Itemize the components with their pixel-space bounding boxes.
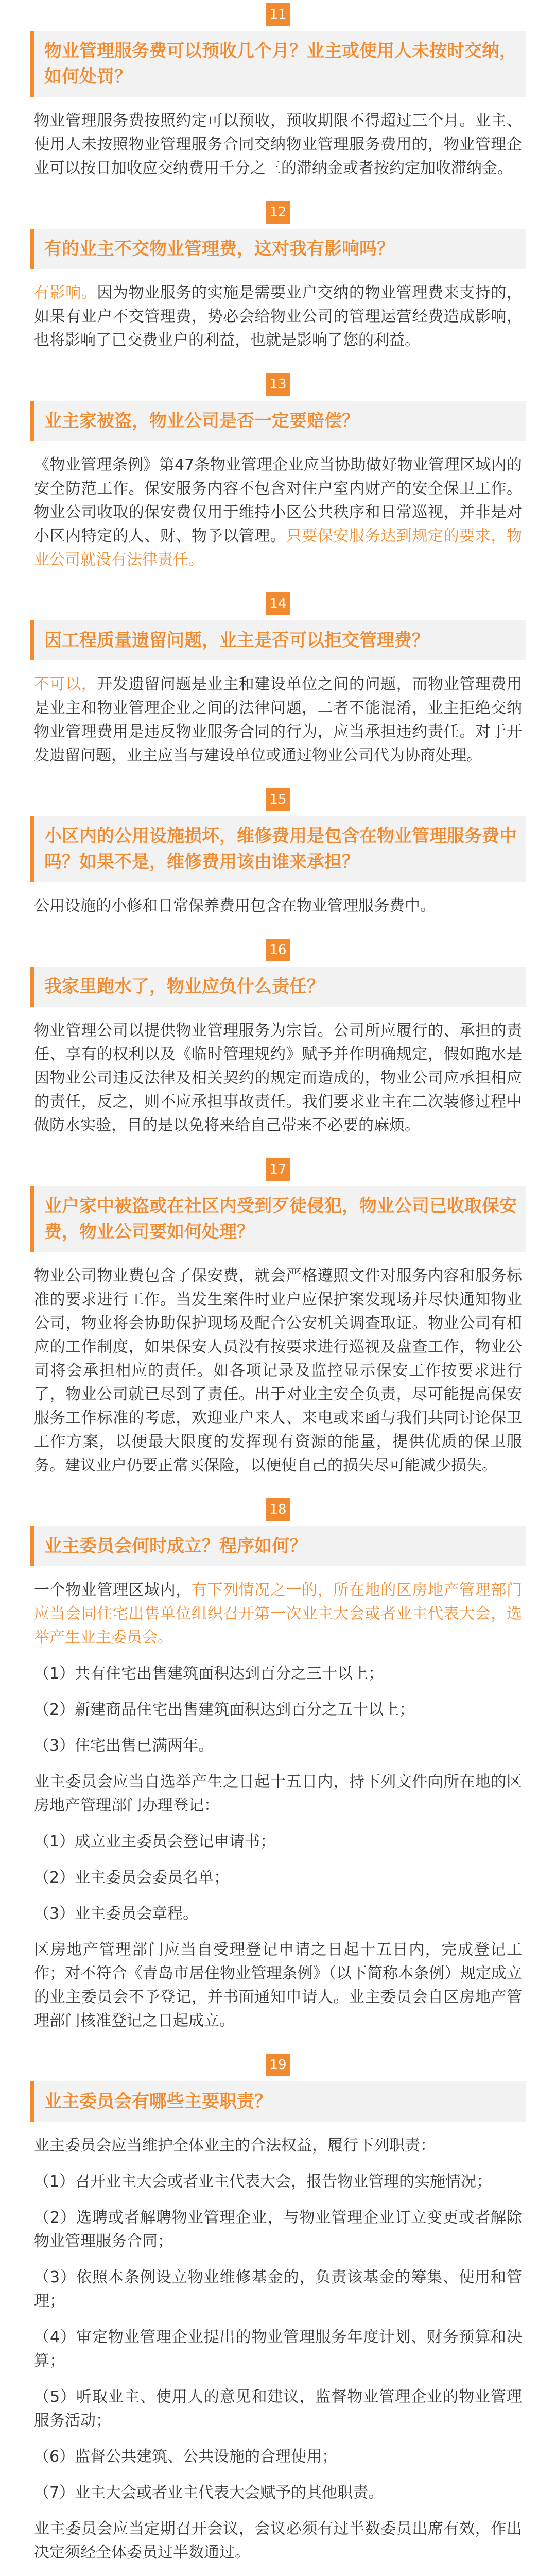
answer-list-item [34,1938,522,2033]
body-text: 物业管理公司以提供物业管理服务为宗旨。公司所应履行的、承担的责任、享有的权利以及《临时管理规约》赋予并作明确规定，假如跑水是因物业公司违反法律及相关契约的规定而造成的，物业公司应承担相应的责任，反之，则不应承担事故责任。我们要求业主在二次装修过程中做防水实验，目的是以免将来给自己带来不必要的麻烦。 [34,1022,522,1134]
body-text: （2）业主委员会委员名单； [34,1869,230,1887]
qa-section [0,939,556,1158]
question-number-wrap [30,373,526,396]
qa-section [0,2054,556,2576]
answer-list-item [34,2385,522,2433]
highlight-text: 有下列情况之一的，所在地的区房地产管理部门应当会同住宅出售单位组织召开第一次业主大会或者业主代表大会，选举产生业主委员会。 [34,1581,522,1647]
section-spacer [30,918,526,939]
body-text: 因为物业服务的实施是需要业户交纳的物业管理费来支持的，如果有业户不交管理费，势必会给物业公司的管理运营经费造成影响，也将影响了已交费业户的利益，也就是影响了您的利益。 [34,284,523,349]
question-number-wrap [30,592,526,615]
body-text: （3）依照本条例设立物业维修基金的，负责该基金的筹集、使用和管理； [34,2268,522,2310]
qa-section [0,1158,556,1498]
body-text: 一个物业管理区域内， [34,1581,192,1599]
body-text: （3）业主委员会章程。 [34,1905,199,1923]
qa-section [0,592,556,788]
question-number-wrap [30,201,526,224]
answer-paragraph [34,1579,522,1650]
body-text: （6）监督公共建筑、公共设施的合理使用； [34,2448,338,2466]
answer-list-item [34,1734,522,1758]
answer-body [34,109,522,180]
question-number-badge: 11 [266,3,290,26]
question-number-badge: 16 [266,939,290,961]
answer-body [34,673,522,768]
answer-list-item [34,2266,522,2313]
answer-paragraph [34,894,522,918]
answer-paragraph [34,1264,522,1478]
body-text: 物业公司物业费包含了保安费，就会严格遵照文件对服务内容和服务标准的要求进行工作。当发生案件时业户应保护案发现场并尽快通知物业公司，物业将会协助保护现场及配合公安机关调查取证。物业公司有相应的工作制度，如果保安人员没有按要求进行巡视及盘查工作，物业公司将会承担相应的责任。如各项记录及监控显示保安工作按要求进行了，物业公司就已尽到了责任。出于对业主安全负责，尽可能提高保安服务工作标准的考虑，欢迎业户来人、来电或来函与我们共同讨论保卫工作方案，以便最大限度的发挥现有资源的能量，提供优质的保卫服务。建议业户仍要正常买保险，以便使自己的损失尽可能减少损失。 [34,1267,522,1475]
answer-list-item [34,2517,522,2565]
section-spacer [30,768,526,788]
question-heading: 业户家中被盗或在社区内受到歹徒侵犯，物业公司已收取保安费，物业公司要如何处理？ [30,1186,526,1252]
answer-list-item [34,1866,522,1890]
question-number-badge: 17 [266,1158,290,1181]
question-number-wrap [30,3,526,26]
answer-list-item [34,1662,522,1686]
answer-list-item [34,1902,522,1926]
answer-paragraph [34,1019,522,1138]
qa-section [0,3,556,201]
highlight-text: 有影响。 [34,284,97,302]
answer-list-item [34,2445,522,2469]
body-text: （7）业主大会或者业主代表大会赋予的其他职责。 [34,2484,384,2502]
qa-section [0,201,556,373]
answer-body [34,894,522,918]
qa-section [0,788,556,939]
answer-list-item [34,1830,522,1854]
answer-list-item [34,2326,522,2373]
section-spacer [30,1138,526,1158]
answer-paragraph [34,673,522,768]
answer-body [34,1019,522,1138]
body-text: 区房地产管理部门应当自受理登记申请之日起十五日内，完成登记工作；对不符合《青岛市居住物业管理条例》（以下简称本条例）规定成立的业主委员会不予登记，并书面通知申请人。业主委员会自区房地产管理部门核准登记之日起成立。 [34,1941,522,2030]
section-spacer [30,180,526,201]
answer-body [34,2134,522,2565]
question-heading: 我家里跑水了，物业应负什么责任？ [30,967,526,1007]
question-heading: 物业管理服务费可以预收几个月？业主或使用人未按时交纳，如何处罚？ [30,31,526,97]
section-spacer [30,572,526,592]
answer-list-item [34,1698,522,1722]
answer-list-item [34,2481,522,2505]
body-text: （5）听取业主、使用人的意见和建议，监督物业管理企业的物业管理服务活动； [34,2388,522,2430]
body-text: 公用设施的小修和日常保养费用包含在物业管理服务费中。 [34,897,436,915]
body-text: 开发遗留问题是业主和建设单位之间的问题，而物业管理费用是业主和物业管理企业之间的法律问题，二者不能混淆，业主拒绝交纳物业管理费用是违反物业服务合同的行为，应当承担违约责任。对于开发遗留问题，业主应当与建设单位或通过物业公司代为协商处理。 [34,675,523,765]
answer-list-item [34,2170,522,2194]
body-text: 物业管理服务费按照约定可以预收，预收期限不得超过三个月。业主、使用人未按照物业管理服务合同交纳物业管理服务费用的，物业管理企业可以按日加收应交纳费用千分之三的滞纳金或者按约定加收滞纳金。 [34,112,522,177]
question-number-wrap [30,788,526,811]
qa-section [0,1498,556,2054]
body-text: （1）召开业主大会或者业主代表大会，报告物业管理的实施情况； [34,2173,492,2191]
question-heading: 因工程质量遗留问题，业主是否可以拒交管理费？ [30,620,526,660]
section-spacer [30,2565,526,2576]
question-heading: 业主委员会有哪些主要职责？ [30,2081,526,2122]
body-text: 业主委员会应当维护全体业主的合法权益，履行下列职责： [34,2137,436,2155]
body-text: 业主委员会应当定期召开会议，会议必须有过半数委员出席有效，作出决定须经全体委员过半数通过。 [34,2520,522,2562]
body-text: 业主委员会应当自选举产生之日起十五日内，持下列文件向所在地的区房地产管理部门办理登记： [34,1773,522,1815]
body-text: 《物业管理条例》第47条物业管理企业应当协助做好物业管理区域内的安全防范工作。保安服务内容不包含对住户室内财产的安全保卫工作。物业公司收取的保安费仅用于维持小区公共秩序和日常巡视，并非是对小区内特定的人、财、物予以管理。 [34,456,522,545]
answer-paragraph [34,453,522,572]
body-text: （1）共有住宅出售建筑面积达到百分之三十以上； [34,1665,384,1683]
answer-paragraph [34,109,522,180]
answer-list-item [34,2206,522,2253]
answer-list-item [34,1770,522,1818]
qa-section [0,373,556,592]
question-heading: 业主委员会何时成立？程序如何？ [30,1526,526,1566]
section-spacer [30,352,526,373]
answer-body [34,1579,522,2033]
body-text: （3）住宅出售已满两年。 [34,1737,214,1755]
question-number-wrap [30,1158,526,1181]
body-text: （4）审定物业管理企业提出的物业管理服务年度计划、财务预算和决算； [34,2328,522,2370]
section-spacer [30,1478,526,1498]
answer-body [34,1264,522,1478]
question-heading: 业主家被盗，物业公司是否一定要赔偿？ [30,401,526,441]
body-text: （2）新建商品住宅出售建筑面积达到百分之五十以上； [34,1701,415,1719]
question-number-badge: 15 [266,788,290,811]
question-number-badge: 13 [266,373,290,396]
answer-body [34,281,522,352]
question-number-badge: 14 [266,592,290,615]
question-number-wrap [30,939,526,961]
highlight-text: 不可以， [34,675,97,693]
body-text: （1）成立业主委员会登记申请书； [34,1833,276,1851]
body-text: （2）选聘或者解聘物业管理企业，与物业管理企业订立变更或者解除物业管理服务合同； [34,2209,522,2250]
question-number-badge: 19 [266,2054,290,2076]
question-number-badge: 12 [266,201,290,224]
highlight-text: 只要保安服务达到规定的要求，物业公司就没有法律责任。 [34,527,523,569]
question-heading: 小区内的公用设施损坏，维修费用是包含在物业管理服务费中吗？如果不是，维修费用该由谁来承担？ [30,816,526,882]
answer-paragraph [34,281,522,352]
answer-body [34,453,522,572]
question-number-wrap [30,2054,526,2076]
question-number-wrap [30,1498,526,1521]
section-spacer [30,2033,526,2054]
question-heading: 有的业主不交物业管理费，这对我有影响吗？ [30,229,526,269]
answer-paragraph [34,2134,522,2158]
question-number-badge: 18 [266,1498,290,1521]
